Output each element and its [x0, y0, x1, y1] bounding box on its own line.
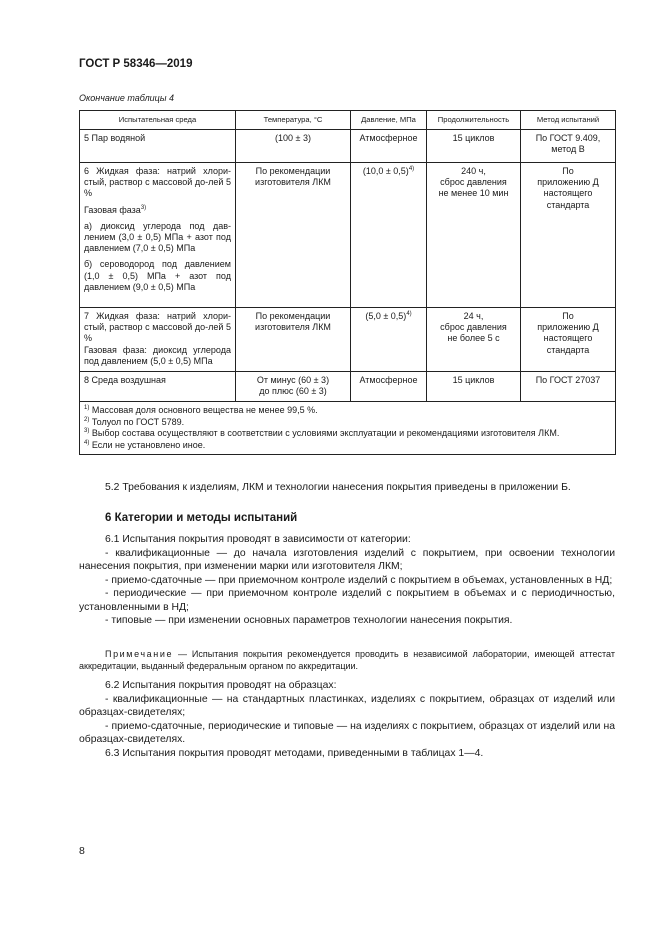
list-item: - квалификационные — до начала изготовления изделий с покрытием, при освоении технологии нанесения покрытия, при изменении марки или изготовителя ЛКМ; [79, 547, 615, 572]
cell-duration: 240 ч, сброс давления не менее 10 мин [427, 163, 521, 308]
column-header-temperature: Температура, °С [236, 111, 351, 130]
list-item: - приемо-сдаточные — при приемочном контроле изделий с покрытием в объемах, установленных в НД; [105, 574, 613, 586]
cell-medium: 6 Жидкая фаза: натрий хлори-стый, раствор с массовой до-лей 5 % Газовая фаза$^{3)}$ а) диоксид углерода под дав-лением (3,0 ± 0,5) МПа + азот под давлением (7,0 ± 0,5) МПа б) сероводород под давлением (1,0 ± 0,5) МПа + азот под давлением (9,0 ± 0,5) МПа [80, 163, 236, 308]
cell-duration: 15 циклов [427, 372, 521, 402]
cell-temperature: По рекомендации изготовителя ЛКМ [236, 163, 351, 308]
column-header-pressure: Давление, МПа [351, 111, 427, 130]
note-block: Примечание — Испытания покрытия рекомендуется проводить в независимой лаборатории, имеющей аттестат аккредитации, выданный федеральным органом по аккредитации. [79, 649, 615, 671]
note-label: Примечание [105, 649, 174, 659]
cell-medium: 5 Пар водяной [80, 130, 236, 163]
footnote-ref: 4) [406, 311, 412, 317]
cell-method: По приложению Д настоящего стандарта [521, 163, 616, 308]
cell-medium: 8 Среда воздушная [80, 372, 236, 402]
section-6-2: 6.2 Испытания покрытия проводят на образцах: - квалификационные — на стандартных пластинках, изделиях с покрытием, образцах от изделий или образцах-свидетелях; - приемо-сдаточные, периодические и типовые — на изделиях с покрытием, образцах от изделий или на образцах-свидетелях. 6.3 Испытания покрытия проводят методами, приведенными в таблицах 1—4. [79, 680, 615, 759]
cell-pressure: $(10,0 \pm 0,5)^{4)}$ [351, 163, 427, 308]
table-row [80, 130, 616, 163]
cell-temperature: От минус (60 ± 3) до плюс (60 ± 3) [236, 372, 351, 402]
table-footnotes [80, 402, 616, 455]
cell-method: По приложению Д настоящего стандарта [521, 308, 616, 372]
footnote: $^{2)}$ Толуол по ГОСТ 5789. [84, 416, 185, 427]
table-row [80, 163, 616, 308]
footnote-ref: 3) [140, 204, 147, 211]
column-header-duration: Продолжительность [427, 111, 521, 130]
footnote: $^{4)}$ Если не установлено иное. [84, 439, 206, 450]
list-item: - периодические — при приемочном контроле изделий с покрытием в объемах и с периодичностью, установленными в НД; [79, 588, 615, 613]
cell-pressure: $(5,0 \pm 0,5)^{4)}$ [351, 308, 427, 372]
footnote: $^{3)}$ Выбор состава осуществляют в соответствии с условиями эксплуатации и рекомендациями изготовителя ЛКМ. [84, 428, 560, 438]
section-6-1: 6.1 Испытания покрытия проводят в зависимости от категории: - квалификационные — до начала изготовления изделий с покрытием, при освоении технологии нанесения покрытия, при изменении марки или изготовителя ЛКМ; - приемо-сдаточные — при приемочном контроле изделий с покрытием в объемах, установленных в НД; - периодические — при приемочном контроле изделий с покрытием в объемах и с периодичностью, установленными в НД; - типовые — при изменении основных параметров технологии нанесения покрытия. [79, 534, 615, 626]
list-item: - типовые — при изменении основных параметров технологии нанесения покрытия. [105, 615, 513, 626]
cell-medium: 7 Жидкая фаза: натрий хлори-стый, раствор с массовой до-лей 5 % Газовая фаза: диоксид углерода под давлением (5,0 ± 0,5) МПа [80, 308, 236, 372]
table-row [80, 308, 616, 372]
footnote: $^{1)}$ Массовая доля основного вещества не менее 99,5 %. [84, 405, 318, 415]
paragraph-5-2: 5.2 Требования к изделиям, ЛКМ и технологии нанесения покрытия приведены в приложении Б. [105, 482, 571, 493]
cell-pressure: Атмосферное [351, 130, 427, 163]
test-media-table [79, 110, 616, 455]
page-number: 8 [79, 845, 85, 857]
cell-pressure: Атмосферное [351, 372, 427, 402]
footnote-ref: 4) [408, 166, 415, 172]
cell-duration: 24 ч, сброс давления не более 5 с [427, 308, 521, 372]
table-caption: Окончание таблицы 4 [79, 93, 174, 103]
cell-method: По ГОСТ 9.409, метод В [521, 130, 616, 163]
document-header: ГОСТ Р 58346—2019 [79, 58, 193, 70]
table-footnotes-row [80, 402, 616, 455]
column-header-method: Метод испытаний [521, 111, 616, 130]
table-row [80, 372, 616, 402]
table-header-row [80, 111, 616, 130]
list-item: - приемо-сдаточные, периодические и типовые — на изделиях с покрытием, образцах от изделий или на образцах-свидетелях. [79, 720, 615, 745]
cell-method: По ГОСТ 27037 [521, 372, 616, 402]
cell-temperature: По рекомендации изготовителя ЛКМ [236, 308, 351, 372]
list-item: - квалификационные — на стандартных пластинках, изделиях с покрытием, образцах от изделий или образцах-свидетелях; [79, 693, 615, 718]
cell-temperature: (100 ± 3) [236, 130, 351, 163]
section-heading-6: 6 Категории и методы испытаний [105, 512, 298, 524]
column-header-medium: Испытательная среда [80, 111, 236, 130]
cell-duration: 15 циклов [427, 130, 521, 163]
